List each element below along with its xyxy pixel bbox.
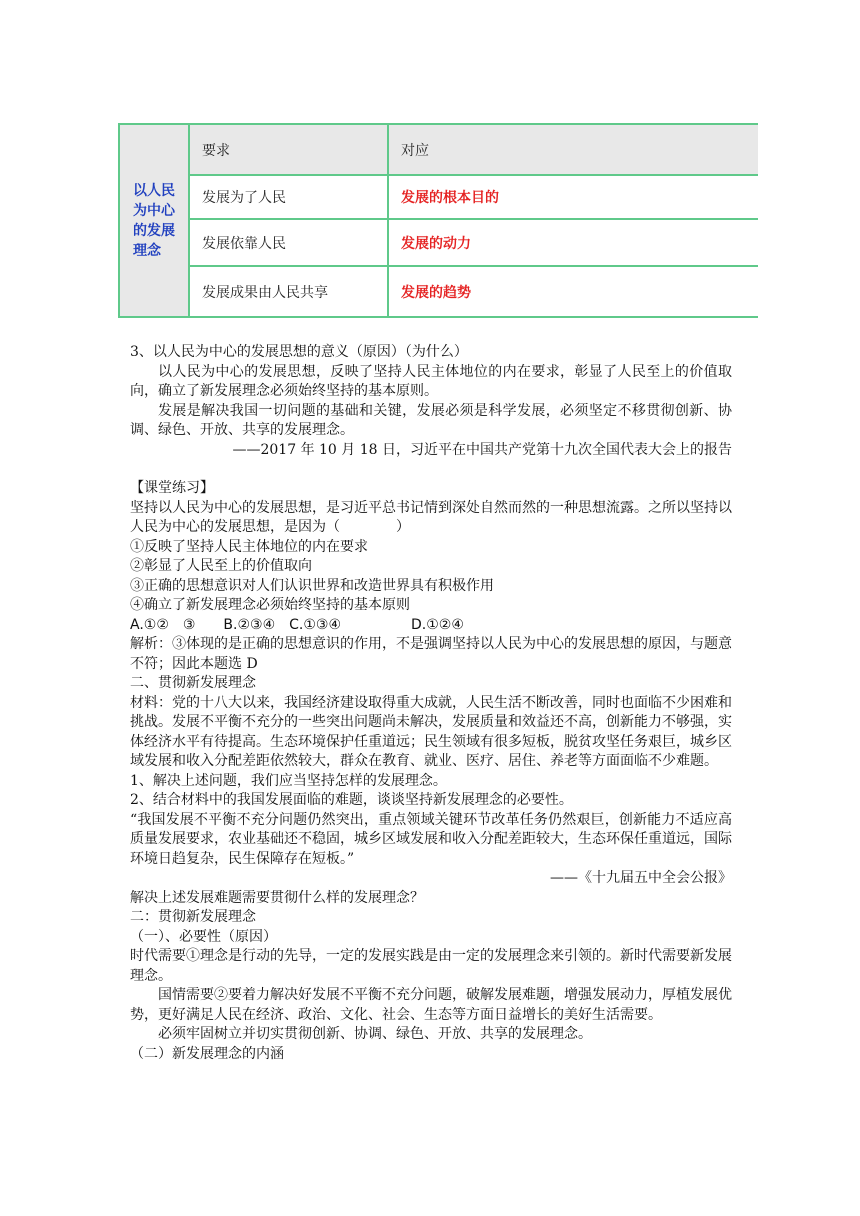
row-correspondence: 发展的根本目的 [388, 175, 758, 219]
row-requirement: 发展依靠人民 [189, 219, 388, 266]
quote-paragraph: “我国发展不平衡不充分问题仍然突出，重点领域关键环节改革任务仍然艰巨，创新能力不适应高质量发展要求，农业基础还不稳固，城乡区域发展和收入分配差距较大，生态环保任重道远，国际环境日趋复杂，民生保障存在短板。” [130, 811, 732, 867]
people-centered-table [118, 123, 758, 318]
section3-paragraph-1: 以人民为中心的发展思想，反映了坚持人民主体地位的内在要求，彰显了人民至上的价值取向，确立了新发展理念必须始终坚持的基本原则。 [130, 363, 732, 399]
section3-source: ——2017 年 10 月 18 日，习近平在中国共产党第十九次全国代表大会上的报告 [232, 441, 732, 458]
table-row [119, 175, 758, 219]
subsection2-title: （二）新发展理念的内涵 [130, 1045, 284, 1062]
answer-choices: A.①② ③ B.②③④ C.①③④ D.①②④ [130, 616, 464, 633]
row-correspondence: 发展的趋势 [388, 266, 758, 317]
header-requirement: 要求 [189, 124, 388, 175]
table-row [119, 266, 758, 317]
table-row [119, 219, 758, 266]
option-2: ②彰显了人民至上的价值取向 [130, 558, 312, 574]
question-2: 2、结合材料中的我国发展面临的难题，谈谈坚持新发展理念的必要性。 [130, 792, 573, 808]
question-1: 1、解决上述问题，我们应当坚持怎样的发展理念。 [130, 772, 447, 789]
row-requirement: 发展成果由人民共享 [189, 266, 388, 317]
section2-title: 二、贯彻新发展理念 [130, 675, 256, 691]
option-4: ④确立了新发展理念必须始终坚持的基本原则 [130, 597, 410, 613]
practice-title: 【课堂练习】 [130, 480, 214, 496]
quote-source: ——《十九届五中全会公报》 [550, 870, 732, 886]
table-header-row [119, 124, 758, 175]
table-side-label: 以人民为中心的发展理念 [133, 182, 175, 259]
subsection1-paragraph-2: 国情需要②要着力解决好发展不平衡不充分问题，破解发展难题，增强发展动力，厚植发展优势，更好满足人民在经济、政治、文化、社会、生态等方面日益增长的美好生活需要。 [130, 987, 732, 1023]
subsection1-title: （一）、必要性（原因） [130, 928, 277, 945]
section3-title: 3、以人民为中心的发展思想的意义（原因）（为什么） [130, 344, 468, 360]
subsection1-paragraph-3: 必须牢固树立并切实贯彻创新、协调、绿色、开放、共享的发展理念。 [158, 1026, 592, 1042]
section3-paragraph-2: 发展是解决我国一切问题的基础和关键，发展必须是科学发展，必须坚定不移贯彻创新、协调、绿色、开放、共享的发展理念。 [130, 402, 732, 438]
header-correspondence: 对应 [388, 124, 758, 175]
spacer [130, 460, 732, 479]
row-requirement: 发展为了人民 [189, 175, 388, 219]
material-paragraph: 材料：党的十八大以来，我国经济建设取得重大成就，人民生活不断改善，同时也面临不少困难和挑战。发展不平衡不充分的一些突出问题尚未解决，发展质量和效益还不高，创新能力不够强，实体经济水平有待提高。生态环境保护任重道远；民生领域有很多短板，脱贫攻坚任务艰巨，城乡区域发展和收入分配差距依然较大，群众在教育、就业、医疗、居住、养老等方面面临不少难题。 [130, 694, 732, 769]
body-text [130, 343, 732, 1064]
table-side-label-cell [119, 124, 189, 317]
option-3: ③正确的思想意识对人们认识世界和改造世界具有积极作用 [130, 577, 494, 594]
option-1: ①反映了坚持人民主体地位的内在要求 [130, 538, 368, 555]
section2b-title: 二：贯彻新发展理念 [130, 909, 256, 925]
subsection1-paragraph-1: 时代需要①理念是行动的先导，一定的发展实践是由一定的发展理念来引领的。新时代需要新发展理念。 [130, 948, 732, 984]
answer-analysis: 解析：③体现的是正确的思想意识的作用，不是强调坚持以人民为中心的发展思想的原因，与题意不符；因此本题选 D [130, 636, 732, 672]
question-3: 解决上述发展难题需要贯彻什么样的发展理念？ [130, 889, 424, 906]
row-correspondence: 发展的动力 [388, 219, 758, 266]
practice-question: 坚持以人民为中心的发展思想，是习近平总书记情到深处自然而然的一种思想流露。之所以坚持以人民为中心的发展思想，是因为（ ） [130, 499, 732, 535]
